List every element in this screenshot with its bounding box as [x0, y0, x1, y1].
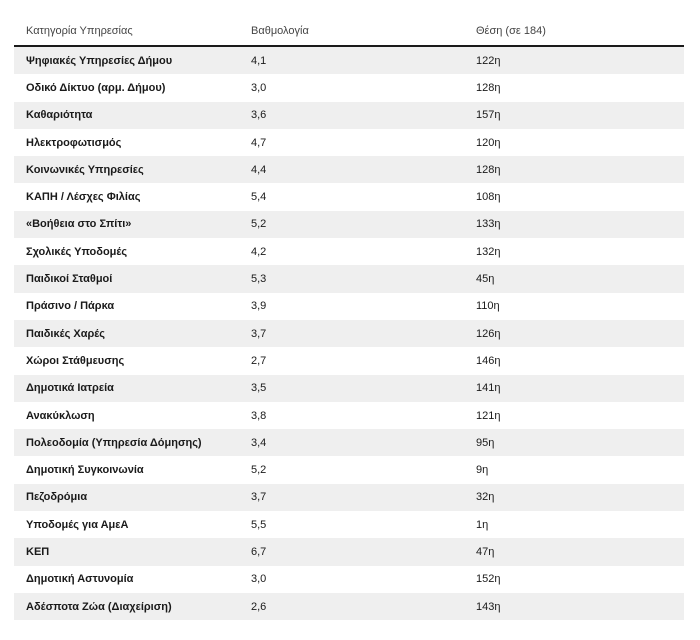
score-cell: 3,0	[251, 573, 267, 586]
rank-cell: 121η	[476, 409, 501, 422]
table-row	[14, 538, 684, 565]
category-cell: Σχολικές Υποδομές	[26, 245, 128, 258]
score-cell: 3,9	[251, 300, 267, 313]
category-cell: Δημοτική Συγκοινωνία	[26, 464, 144, 477]
score-cell: 5,5	[251, 518, 267, 531]
rank-cell: 157η	[476, 109, 501, 122]
table-row	[14, 456, 684, 483]
rank-cell: 45η	[476, 273, 495, 286]
rank-cell: 9η	[476, 464, 489, 477]
score-cell: 3,5	[251, 382, 267, 395]
header-category: Κατηγορία Υπηρεσίας	[26, 25, 133, 37]
table-row	[14, 156, 684, 183]
rank-cell: 141η	[476, 382, 501, 395]
score-cell: 3,0	[251, 81, 267, 94]
table-row	[14, 429, 684, 456]
table-row	[14, 47, 684, 74]
table-row	[14, 183, 684, 210]
table-row	[14, 402, 684, 429]
table-row	[14, 265, 684, 292]
score-cell: 3,8	[251, 409, 267, 422]
table-row	[14, 320, 684, 347]
rank-cell: 110η	[476, 300, 500, 313]
rank-cell: 122η	[476, 54, 501, 67]
table-row	[14, 484, 684, 511]
score-cell: 3,6	[251, 109, 267, 122]
rank-cell: 133η	[476, 218, 501, 231]
category-cell: ΚΕΠ	[26, 545, 50, 558]
category-cell: Καθαριότητα	[26, 109, 93, 122]
table-row	[14, 593, 684, 620]
category-cell: Παιδικές Χαρές	[26, 327, 105, 340]
category-cell: Πολεοδομία (Υπηρεσία Δόμησης)	[26, 436, 202, 449]
score-cell: 4,4	[251, 163, 267, 176]
score-cell: 3,7	[251, 327, 267, 340]
category-cell: Ανακύκλωση	[26, 409, 95, 422]
score-cell: 2,7	[251, 354, 267, 367]
table-row	[14, 511, 684, 538]
rank-cell: 152η	[476, 573, 501, 586]
category-cell: Πεζοδρόμια	[26, 491, 88, 504]
header-score: Βαθμολογία	[251, 25, 309, 37]
rank-cell: 47η	[476, 545, 495, 558]
rank-cell: 120η	[476, 136, 501, 149]
rank-cell: 132η	[476, 245, 501, 258]
score-cell: 5,2	[251, 464, 267, 477]
rank-cell: 1η	[476, 518, 489, 531]
score-cell: 6,7	[251, 545, 267, 558]
service-ratings-table	[14, 17, 684, 620]
header-rank: Θέση (σε 184)	[476, 25, 546, 37]
score-cell: 5,3	[251, 273, 267, 286]
rank-cell: 126η	[476, 327, 501, 340]
table-row	[14, 74, 684, 101]
table-row	[14, 102, 684, 129]
table-header	[14, 17, 684, 47]
category-cell: Παιδικοί Σταθμοί	[26, 273, 113, 286]
table-row	[14, 129, 684, 156]
category-cell: Ψηφιακές Υπηρεσίες Δήμου	[26, 54, 173, 67]
category-cell: ΚΑΠΗ / Λέσχες Φιλίας	[26, 191, 141, 204]
score-cell: 4,7	[251, 136, 267, 149]
category-cell: «Βοήθεια στο Σπίτι»	[26, 218, 132, 231]
rank-cell: 32η	[476, 491, 495, 504]
rank-cell: 108η	[476, 191, 501, 204]
rank-cell: 95η	[476, 436, 495, 449]
table-row	[14, 566, 684, 593]
rank-cell: 128η	[476, 81, 501, 94]
score-cell: 5,4	[251, 191, 267, 204]
score-cell: 4,1	[251, 54, 267, 67]
score-cell: 3,7	[251, 491, 267, 504]
category-cell: Οδικό Δίκτυο (αρμ. Δήμου)	[26, 81, 166, 94]
category-cell: Υποδομές για ΑμεΑ	[26, 518, 129, 531]
score-cell: 2,6	[251, 600, 267, 613]
table-row	[14, 293, 684, 320]
category-cell: Πράσινο / Πάρκα	[26, 300, 115, 313]
category-cell: Δημοτικά Ιατρεία	[26, 382, 114, 395]
rank-cell: 143η	[476, 600, 501, 613]
score-cell: 5,2	[251, 218, 267, 231]
category-cell: Χώροι Στάθμευσης	[26, 354, 125, 367]
category-cell: Δημοτική Αστυνομία	[26, 573, 134, 586]
category-cell: Αδέσποτα Ζώα (Διαχείριση)	[26, 600, 172, 613]
rank-cell: 146η	[476, 354, 501, 367]
table-row	[14, 238, 684, 265]
table-row	[14, 347, 684, 374]
category-cell: Κοινωνικές Υπηρεσίες	[26, 163, 144, 176]
score-cell: 3,4	[251, 436, 267, 449]
table-row	[14, 375, 684, 402]
table-body	[14, 47, 684, 620]
category-cell: Ηλεκτροφωτισμός	[26, 136, 122, 149]
table-row	[14, 211, 684, 238]
score-cell: 4,2	[251, 245, 267, 258]
rank-cell: 128η	[476, 163, 501, 176]
